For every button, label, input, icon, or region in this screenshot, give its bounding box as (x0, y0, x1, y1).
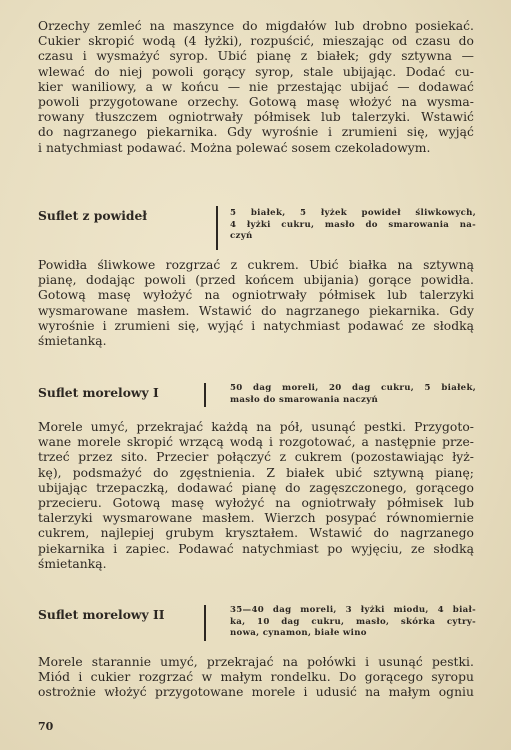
ingredients-divider (216, 206, 218, 250)
recipe-ingredients (230, 605, 476, 640)
page-number: 70 (38, 720, 54, 733)
recipe-ingredients (230, 383, 476, 406)
text-line: Powidła śliwkowe rozgrzać z cukrem. Ubić białka na sztywną (38, 258, 474, 272)
text-line: talerzyki wysmarowane masłem. Wierzch posypać równomiernie (38, 511, 474, 526)
text-line: Morele umyć, przekrajać każdą na pół, usunąć pestki. Przygoto- (38, 420, 474, 434)
text-line: powoli przygotowane orzechy. Gotową masę włożyć na wysma- (38, 95, 474, 110)
text-line: wlewać do niej powoli gorący syrop, stale ubijając. Dodać cu- (38, 64, 474, 79)
text-line: wyrośnie i zrumieni się, wyjąć i natychmiast podawać ze słodką (38, 318, 474, 333)
ingredients-divider (204, 605, 206, 641)
ingredients-line: ka, 10 dag cukru, masło, skórka cytry- (230, 616, 476, 627)
ingredients-line: 4 łyżki cukru, masło do smarowania na- (230, 219, 476, 230)
text-line: do nagrzanego piekarnika. Gdy wyrośnie i zrumieni się, wyjąć (38, 125, 474, 140)
text-line: trzeć przez sito. Przecier połączyć z cukrem (pozostawiając łyż- (38, 450, 474, 465)
text-line: i natychmiast podawać. Można polewać sosem czekoladowym. (38, 140, 431, 155)
text-line: rowany tłuszczem ogniotrwały półmisek lub talerzyki. Wstawić (38, 110, 474, 125)
text-line: ubijając trzepaczką, dodawać pianę do zagęszczonego, gorącego (38, 480, 474, 495)
text-line: Gotową masę wyłożyć na ogniotrwały półmisek lub talerzyki (38, 288, 474, 303)
text-line: kier waniliowy, a w końcu — nie przestając ubijać — dodawać (38, 79, 474, 94)
intro-paragraph (38, 19, 474, 156)
ingredients-line: 5 białek, 5 łyżek powideł śliwkowych, (230, 208, 476, 218)
text-line: przecieru. Gotową masę wyłożyć na ogniotrwały półmisek lub (38, 496, 474, 511)
text-line: cukrem, najlepiej grubym kryształem. Wstawić do nagrzanego (38, 526, 474, 541)
ingredients-line: nowa, cynamon, białe wino (230, 628, 367, 638)
text-line: Orzechy zemleć na maszynce do migdałów lub drobno posiekać. (38, 19, 474, 33)
text-line: śmietanką. (38, 556, 107, 571)
recipe-title: Suflet morelowy II (38, 607, 165, 622)
recipe-title: Suflet morelowy I (38, 385, 159, 400)
ingredients-line: 50 dag moreli, 20 dag cukru, 5 białek, (230, 383, 476, 393)
recipe-instructions (38, 420, 474, 572)
recipe-title: Suflet z powideł (38, 208, 148, 223)
recipe-instructions (38, 655, 474, 701)
ingredients-line: czyń (230, 231, 253, 241)
recipe-ingredients (230, 208, 476, 243)
recipe-instructions (38, 258, 474, 349)
text-line: Cukier skropić wodą (4 łyżki), rozpuścić, mieszając od czasu do (38, 34, 474, 49)
ingredients-line: masło do smarowania naczyń (230, 394, 379, 405)
text-line: piekarnika i zapiec. Podawać natychmiast po wyjęciu, ze słodką (38, 541, 474, 556)
text-line: wysmarowane masłem. Wstawić do nagrzanego piekarnika. Gdy (38, 303, 474, 318)
text-line: wane morele skropić wrzącą wodą i rozgotować, a następnie prze- (38, 435, 474, 450)
text-line: pianę, dodając powoli (przed końcem ubijania) gorące powidła. (38, 273, 474, 288)
text-line: kę), podsmażyć do zgęstnienia. Z białek ubić sztywną pianę; (38, 465, 474, 480)
text-line: czasu i wysmażyć syrop. Ubić pianę z białek; gdy sztywna — (38, 49, 474, 64)
text-line: śmietanką. (38, 334, 107, 349)
ingredients-divider (204, 383, 206, 407)
text-line: ostrożnie włożyć przygotowane morele i udusić na małym ogniu (38, 685, 474, 700)
text-line: Morele starannie umyć, przekrajać na połówki i usunąć pestki. (38, 655, 474, 669)
ingredients-line: 35—40 dag moreli, 3 łyżki miodu, 4 biał- (230, 605, 476, 615)
text-line: Miód i cukier rozgrzać w małym rondelku. Do gorącego syropu (38, 670, 474, 685)
